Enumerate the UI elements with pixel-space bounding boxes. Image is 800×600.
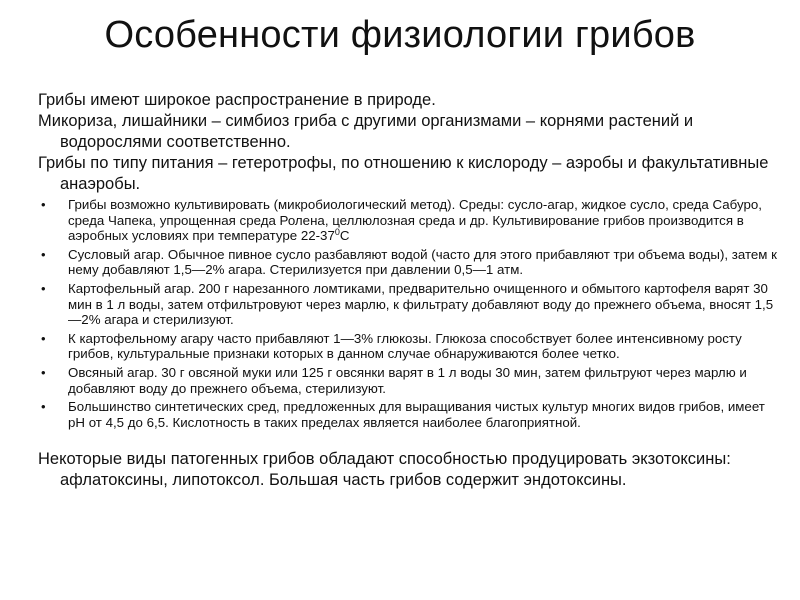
bullet-text: К картофельному агару часто прибавляют 1—3% глюкозы. Глюкоза способствует более интенсивному росту грибов, культуральные признаки которых в данном случае обнаруживаются более четко. [68, 330, 742, 362]
paragraph-toxins: Некоторые виды патогенных грибов обладают способностью продуцировать экзотоксины: афлатоксины, липотоксол. Большая часть грибов содержит эндотоксины. [38, 450, 731, 490]
bullet-item-glucose [38, 331, 778, 362]
bullet-item-wort-agar [38, 247, 778, 278]
bullet-text: Сусловый агар. Обычное пивное сусло разбавляют водой (часто для этого прибавляют три объема воды), затем к нему добавляют 1,5—2% агара. Стерилизуется при давлении 0,5—1 атм. [68, 246, 777, 278]
paragraph-distribution: Грибы имеют широкое распространение в природе. [38, 91, 436, 109]
bullet-icon: • [41, 330, 46, 346]
temperature-unit: C [339, 228, 350, 244]
bullet-item-cultivation [38, 197, 778, 244]
bullet-item-oat-agar [38, 365, 778, 396]
slide-title: Особенности физиологии грибов [104, 14, 696, 56]
bullet-icon: • [41, 246, 46, 262]
bullet-item-potato-agar [38, 281, 778, 328]
bullet-icon: • [41, 197, 46, 212]
bullet-icon: • [41, 280, 46, 296]
bullet-text: Картофельный агар. 200 г нарезанного ломтиками, предварительно очищенного и обмытого картофеля варят 30 мин в 1 л воды, затем отфильтровуют через марлю, к фильтрату добавляют воду до прежнего объема, вносят 1,5—2% агара и стерилизуют. [68, 280, 774, 328]
slide-body [38, 90, 778, 491]
bullet-text: Большинство синтетических сред, предложенных для выращивания чистых культур многих видов грибов, имеет pH от 4,5 до 6,5. Кислотность в таких пределах является наиболее благоприятной. [68, 399, 765, 430]
bullet-icon: • [41, 399, 46, 415]
bullet-text: Грибы возможно культивировать (микробиологический метод). Среды: сусло-агар, жидкое сусло, среда Сабуро, среда Чапека, упрощенная среда Ролена, целлюлозная среда и др. Культивирование грибов производится в аэробных условиях при температуре 22-37 [68, 197, 762, 244]
bullet-item-synthetic-media [38, 399, 778, 430]
paragraph-nutrition: Грибы по типу питания – гетеротрофы, по отношению к кислороду – аэробы и факультативные анаэробы. [38, 154, 769, 193]
bullet-text: Овсяный агар. 30 г овсяной муки или 125 г овсянки варят в 1 л воды 30 мин, затем фильтруют через марлю и добавляют воду до прежнего объема, стерилизуют. [68, 364, 747, 396]
paragraph-mycorrhiza: Микориза, лишайники – симбиоз гриба с другими организмами – корнями растений и водорослями соответственно. [38, 112, 694, 151]
bullet-list [38, 197, 778, 430]
temperature-degree-superscript: 0 [334, 227, 340, 238]
bullet-icon: • [41, 364, 46, 380]
